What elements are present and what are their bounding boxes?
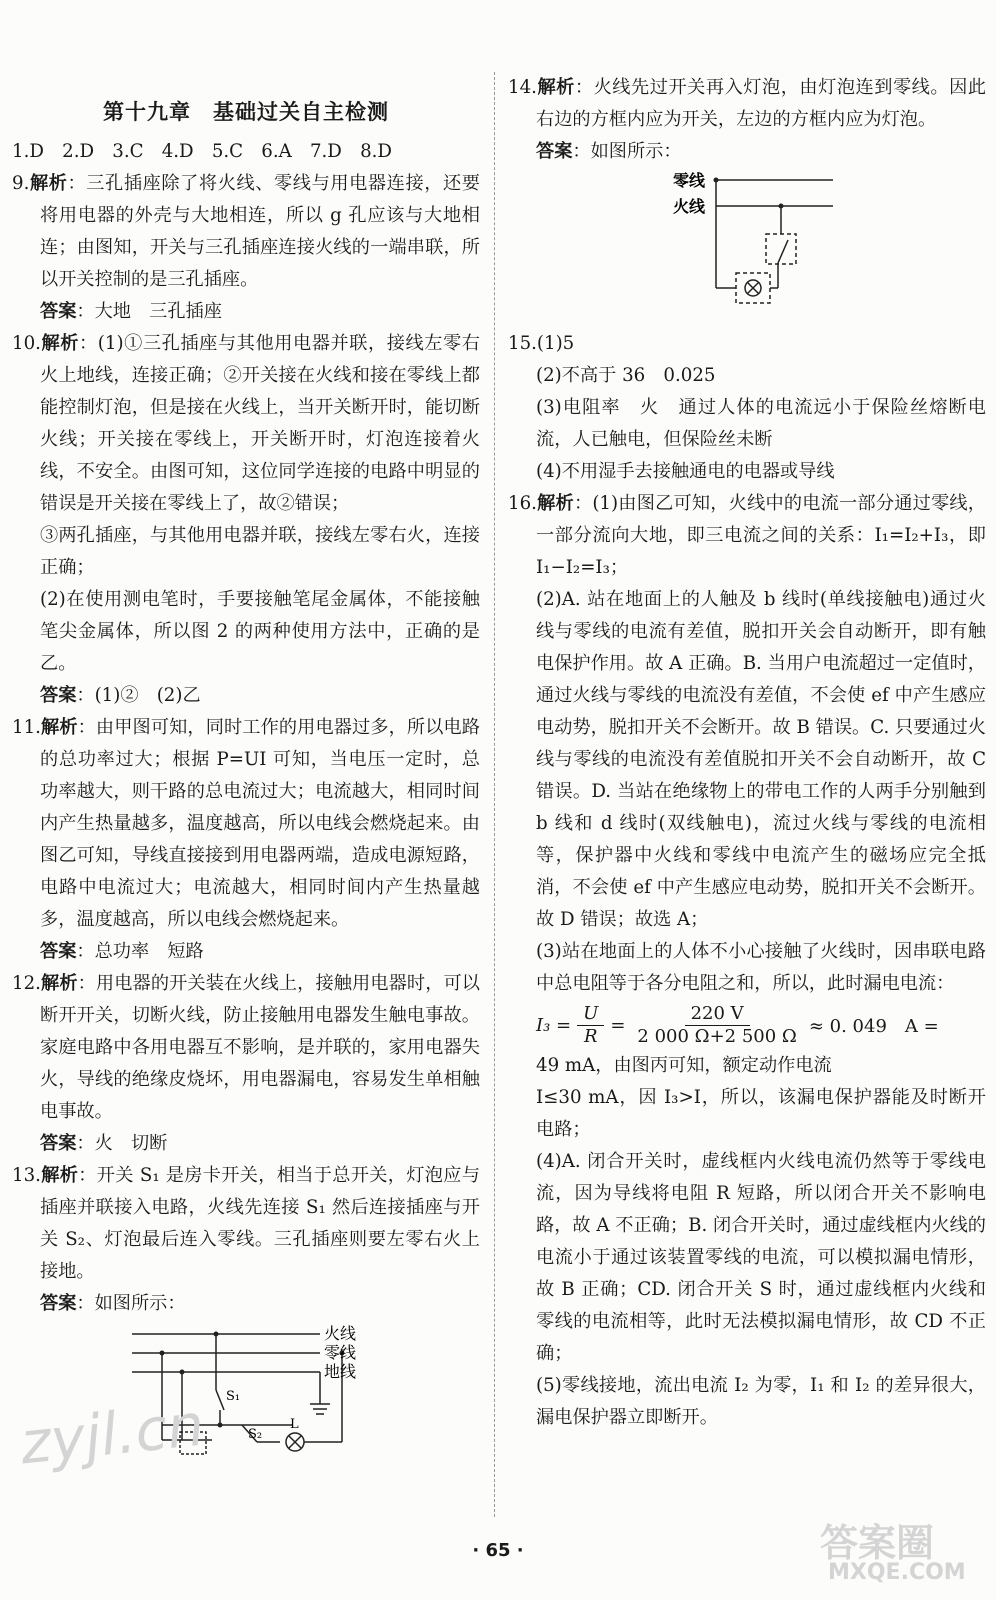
q9-answer: 答案：大地 三孔插座 — [40, 301, 222, 322]
q15-line-4: (4)不用湿手去接触通电的电器或导线 — [536, 461, 835, 482]
fraction-values: $\frac{220 V}{2 000 \Omega+2 500 \Omega}$ — [637, 1002, 797, 1047]
q16-analysis-7: (5)零线接地，流出电流 I₂ 为零，I₁ 和 I₂ 的差异很大，漏电保护器立即断开。 — [536, 1375, 986, 1428]
column-divider — [494, 72, 495, 1517]
s2-label: S₂ — [248, 1427, 263, 1442]
live-label: 火线 — [673, 197, 706, 216]
ground-label: 地线 — [324, 1362, 357, 1381]
q16-analysis-4: 49 mA，由图丙可知，额定动作电流 — [536, 1055, 832, 1076]
q11-answer: 答案：总功率 短路 — [40, 941, 204, 962]
q11-analysis: 11.解析：由甲图可知，同时工作的用电器过多，所以电路的总功率过大；根据 P=UI 可知，当电压一定时，总功率越大，则干路的总电流过大；电流越大，相同时间内产生热量越多，温度越高，所以电线会燃烧起来。由图乙可知，导线直接接到用电器两端，造成电源短路，电路中电流过大；电流越大，相同时间内产生热量越多，温度越高，所以电线会燃烧起来。 — [12, 717, 480, 930]
q16-analysis-2: (2)A. 站在地面上的人触及 b 线时(单线接触电)通过火线与零线的电流有差值，脱扣开关会自动断开，即有触电保护作用。故 A 正确。B. 当用户电流超过一定值时，通过火线与零线的电流没有差值，不会使 ef 中产生感应电动势，脱扣开关不会断开。故 B 错误。C. 只要通过火线与零线的电流没有差值脱扣开关不会自动断开，故 C 错误。D. 当站在绝缘物上的带电工作的人两手分别触到 b 线和 d 线时(双线触电)，流过火线与零线的电流相等，保护器中火线和零线中电流产生的磁场应完全抵消，不会使 ef 中产生感应电动势，脱扣开关不会断开。故 D 错误；故选 A； — [536, 589, 986, 930]
q16-formula: I₃ = $\frac{U}{R}$ = $\frac{220 V}{2 000 \Omega+2 500 \Omega}$ ≈ 0. 049 A = — [536, 1002, 939, 1047]
q15-line-1: 15.(1)5 — [508, 333, 575, 354]
q16-analysis-1: 16.解析：(1)由图乙可知，火线中的电流一部分通过零线，一部分流向大地，即三电流之间的关系：I₁=I₂+I₃，即 I₁−I₂=I₃； — [508, 493, 986, 578]
q10-analysis-3: (2)在使用测电笔时，手要接触笔尾金属体，不能接触笔尖金属体，所以图 2 的两种使用方法中，正确的是乙。 — [40, 589, 480, 674]
q16-analysis-3: (3)站在地面上的人体不小心接触了火线时，因串联电路中总电阻等于各分电阻之和，所以，此时漏电电流： — [536, 941, 986, 994]
q14-circuit-diagram — [508, 168, 986, 328]
q10-answer: 答案：(1)② (2)乙 — [40, 685, 201, 706]
watermark-left: zyjl.cn — [16, 1390, 208, 1478]
q9-analysis: 9.解析：三孔插座除了将火线、零线与用电器连接，还要将用电器的外壳与大地相连，所以 g 孔应该与大地相连；由图知，开关与三孔插座连接火线的一端串联，所以开关控制的是三孔插座。 — [12, 173, 480, 290]
lamp-label: L — [290, 1417, 299, 1432]
q16-analysis-6: (4)A. 闭合开关时，虚线框内火线电流仍然等于零线电流，因为导线将电阻 R 短路，所以闭合开关不影响电路，故 A 不正确；B. 闭合开关时，通过虚线框内火线的电流小于通过该装置零线的电流，可以模拟漏电情形，故 B 正确；CD. 闭合开关 S 时，通过虚线框内火线和零线的电流相等，此时无法模拟漏电情形，故 CD 不正确； — [536, 1151, 986, 1364]
q16-analysis-5: I≤30 mA，因 I₃>I，所以，该漏电保护器能及时断开电路； — [536, 1087, 986, 1140]
s1-label: S₁ — [226, 1389, 241, 1404]
fraction-u-r: $\frac{U}{R}$ — [577, 1003, 604, 1048]
watermark-corner-en: MXQE.COM — [828, 1560, 966, 1585]
live-label: 火线 — [324, 1324, 357, 1343]
q14-analysis: 14.解析：火线先过开关再入灯泡，由灯泡连到零线。因此右边的方框内应为开关，左边的方框内应为灯泡。 — [508, 77, 986, 130]
q14-answer: 答案：如图所示： — [536, 141, 682, 162]
right-column — [508, 72, 986, 1434]
left-column — [12, 72, 480, 1460]
neutral-label: 零线 — [673, 171, 706, 190]
q12-answer: 答案：火 切断 — [40, 1133, 168, 1154]
q10-analysis: 10.解析：(1)①三孔插座与其他用电器并联，接线左零右火上地线，连接正确；②开关接在火线和接在零线上都能控制灯泡，但是接在火线上，当开关断开时，能切断火线；开关接在零线上，开关断开时，灯泡连接着火线，不安全。由图可知，这位同学连接的电路中明显的错误是开关接在零线上了，故②错误； — [12, 333, 480, 514]
q12-analysis: 12.解析：用电器的开关装在火线上，接触用电器时，可以断开开关，切断火线，防止接触用电器发生触电事故。家庭电路中各用电器互不影响，是并联的，家用电器失火，导线的绝缘皮烧坏，用电器漏电，容易发生单相触电事故。 — [12, 973, 480, 1122]
watermark-corner-cn: 答案圈 — [820, 1521, 935, 1565]
page-number: · 65 · — [472, 1540, 524, 1561]
neutral-label: 零线 — [324, 1343, 357, 1362]
page-title: 第十九章 基础过关自主检测 — [103, 100, 389, 124]
q15-line-2: (2)不高于 36 0.025 — [536, 365, 716, 386]
q10-analysis-2: ③两孔插座，与其他用电器并联，接线左零右火，连接正确； — [40, 525, 480, 578]
q13-answer: 答案：如图所示： — [40, 1293, 186, 1314]
answers-1-8: 1.D 2.D 3.C 4.D 5.C 6.A 7.D 8.D — [12, 141, 393, 162]
q15-line-3: (3)电阻率 火 通过人体的电流远小于保险丝熔断电流，人已触电，但保险丝未断 — [536, 397, 986, 450]
q13-analysis: 13.解析：开关 S₁ 是房卡开关，相当于总开关，灯泡应与插座并联接入电路，火线先连接 S₁ 然后连接插座与开关 S₂、灯泡最后连入零线。三孔插座则要左零右火上接地。 — [12, 1165, 480, 1282]
